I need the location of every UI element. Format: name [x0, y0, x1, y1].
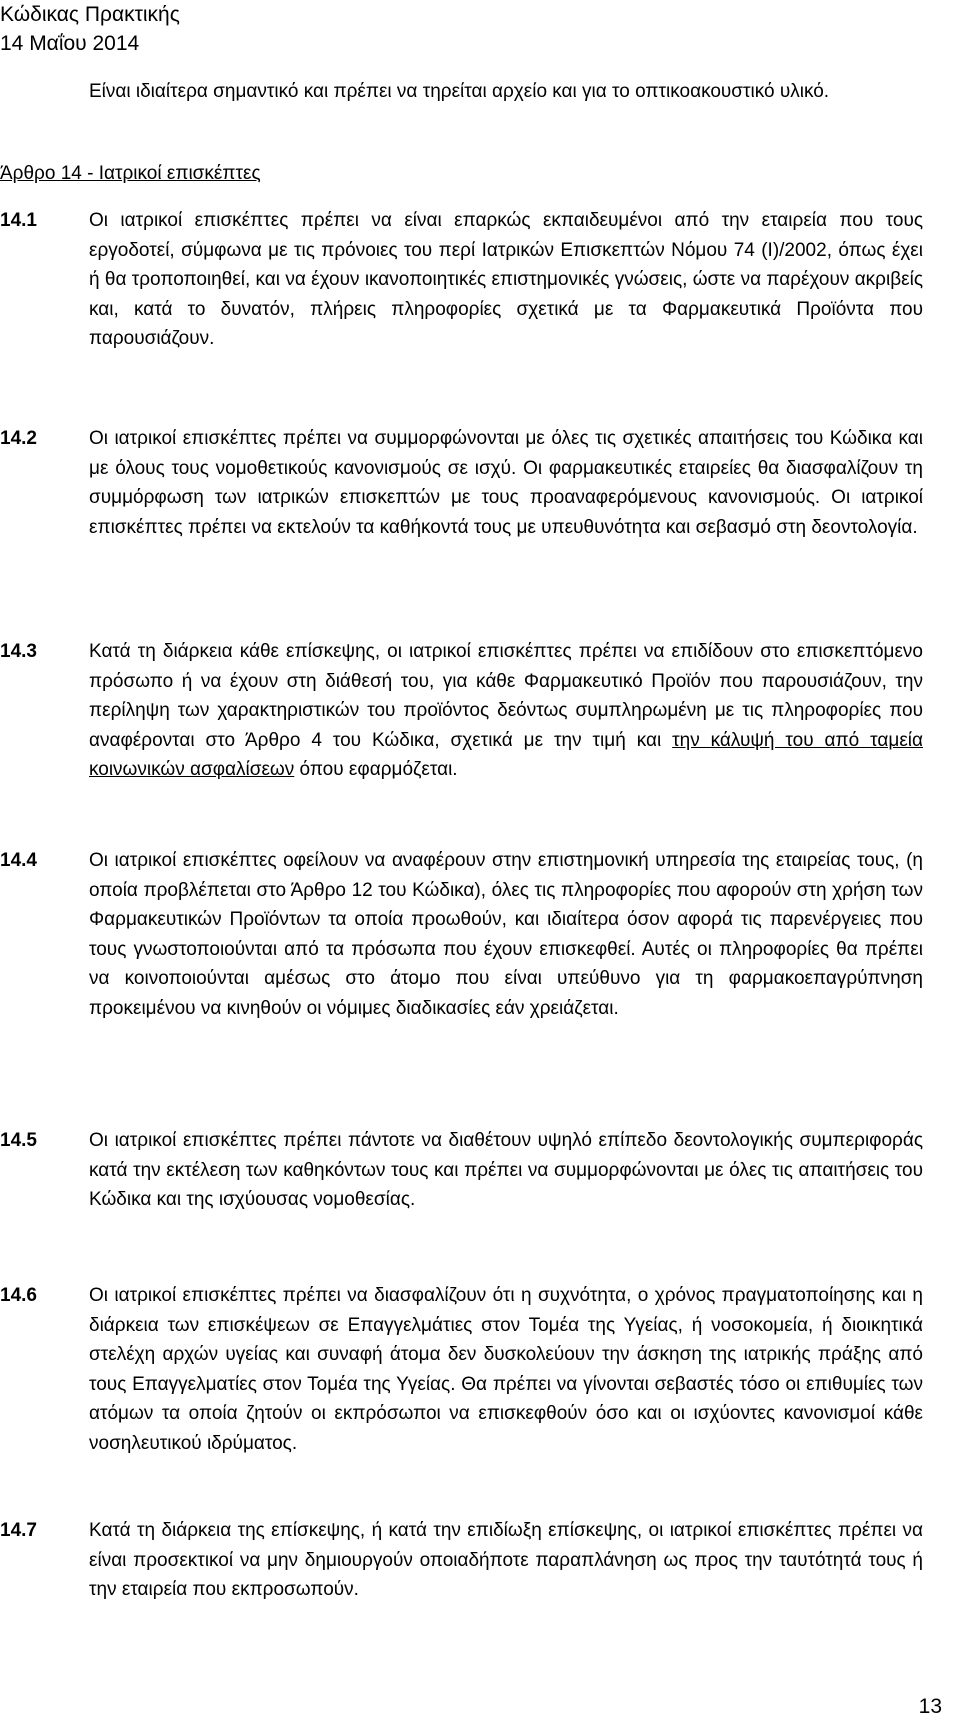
section-14-4	[0, 846, 923, 1023]
section-number: 14.4	[0, 850, 37, 871]
section-14-7	[0, 1516, 923, 1605]
section-text: Οι ιατρικοί επισκέπτες πρέπει να είναι επαρκώς εκπαιδευμένοι από την εταιρεία που τους εργοδοτεί, σύμφωνα με τις πρόνοιες του περί Ιατρικών Επισκεπτών Νόμου 74 (Ι)/2002, όπως έχει ή θα τροποποιηθεί, και να έχουν ικανοποιητικές επιστημονικές γνώσεις, ώστε να παρέχουν ακριβείς και, κατά το δυνατόν, πλήρεις πληροφορίες σχετικά με τα Φαρμακευτικά Προϊόντα που παρουσιάζουν.	[89, 210, 923, 349]
section-text-part: όπου εφαρμόζεται.	[294, 759, 458, 780]
section-number: 14.3	[0, 641, 37, 662]
document-title: Κώδικας Πρακτικής	[0, 3, 180, 26]
article-title: Άρθρο 14 - Ιατρικοί επισκέπτες	[0, 163, 261, 184]
section-14-1	[0, 206, 923, 354]
section-text: Οι ιατρικοί επισκέπτες οφείλουν να αναφέρουν στην επιστημονική υπηρεσία της εταιρείας τους, (η οποία προβλέπεται στο Άρθρο 12 του Κώδικα), όλες τις πληροφορίες που αφορούν στη χρήση των Φαρμακευτικών Προϊόντων τα οποία προωθούν, και ιδιαίτερα όσον αφορά τις παρενέργειες που τους γνωστοποιούνται από τα πρόσωπα που έχουν επισκεφθεί. Αυτές οι πληροφορίες θα πρέπει να κοινοποιούνται αμέσως στο άτομο που είναι υπεύθυνο για τη φαρμακοεπαγρύπνηση προκειμένου να κινηθούν οι νόμιμες διαδικασίες εάν χρειάζεται.	[89, 850, 923, 1019]
page-number: 13	[918, 1694, 942, 1718]
section-number: 14.7	[0, 1520, 37, 1541]
section-14-5	[0, 1126, 923, 1215]
intro-text: Είναι ιδιαίτερα σημαντικό και πρέπει να τηρείται αρχείο και για το οπτικοακουστικό υλικό.	[89, 81, 830, 102]
section-text: Οι ιατρικοί επισκέπτες πρέπει πάντοτε να διαθέτουν υψηλό επίπεδο δεοντολογικής συμπεριφοράς κατά την εκτέλεση των καθηκόντων τους και πρέπει να συμμορφώνονται με όλες τις απαιτήσεις του Κώδικα και της ισχύουσας νομοθεσίας.	[89, 1130, 923, 1210]
section-number: 14.2	[0, 428, 37, 449]
section-number: 14.5	[0, 1130, 37, 1151]
section-number: 14.6	[0, 1285, 37, 1306]
section-text: Οι ιατρικοί επισκέπτες πρέπει να συμμορφώνονται με όλες τις σχετικές απαιτήσεις του Κώδικα και με όλους τους νομοθετικούς κανονισμούς σε ισχύ. Οι φαρμακευτικές εταιρείες θα διασφαλίζουν τη συμμόρφωση των ιατρικών επισκεπτών με τους προαναφερόμενους κανονισμούς. Οι ιατρικοί επισκέπτες πρέπει να εκτελούν τα καθήκοντά τους με υπευθυνότητα και σεβασμό στη δεοντολογία.	[89, 428, 923, 538]
section-text: Οι ιατρικοί επισκέπτες πρέπει να διασφαλίζουν ότι η συχνότητα, ο χρόνος πραγματοποίησης και η διάρκεια των επισκέψεων σε Επαγγελμάτιες στον Τομέα της Υγείας, ή νοσοκομεία, ή διοικητικά στελέχη αρχών υγείας και συναφή άτομα δεν δυσκολεύουν την άσκηση της ιατρικής πράξης από τους Επαγγελματίες στον Τομέα της Υγείας. Θα πρέπει να γίνονται σεβαστές τόσο οι επιθυμίες των ατόμων τα οποία ζητούν οι εκπρόσωποι να επισκεφθούν όσο και οι ισχύοντες κανονισμοί κάθε νοσηλευτικού ιδρύματος.	[89, 1285, 923, 1454]
section-14-2	[0, 424, 923, 542]
document-date: 14 Μαΐου 2014	[0, 32, 140, 55]
intro-paragraph	[89, 77, 923, 107]
article-heading	[0, 159, 923, 189]
section-text-underlined: την κάλυψή του από ταμεία κοινωνικών ασφαλίσεων	[89, 729, 924, 780]
section-text-part: Κατά τη διάρκεια κάθε επίσκεψης, οι ιατρικοί επισκέπτες πρέπει να επιδίδουν στο επισκεπτόμενο πρόσωπο ή να έχουν στη διάθεσή του, για κάθε Φαρμακευτικό Προϊόν που παρουσιάζουν, την περίληψη των χαρακτηριστικών του προϊόντος δεόντως συμπληρωμένη με τις πληροφορίες που αναφέρονται στο Άρθρο 4 του Κώδικα, σχετικά με την τιμή και	[89, 641, 923, 751]
section-14-3	[0, 637, 924, 785]
section-text: Κατά τη διάρκεια της επίσκεψης, ή κατά την επιδίωξη επίσκεψης, οι ιατρικοί επισκέπτες πρέπει να είναι προσεκτικοί να μην δημιουργούν οποιαδήποτε παραπλάνηση ως προς την ταυτότητά τους ή την εταιρεία που εκπροσωπούν.	[89, 1520, 923, 1600]
section-14-6	[0, 1281, 923, 1458]
section-number: 14.1	[0, 210, 37, 231]
